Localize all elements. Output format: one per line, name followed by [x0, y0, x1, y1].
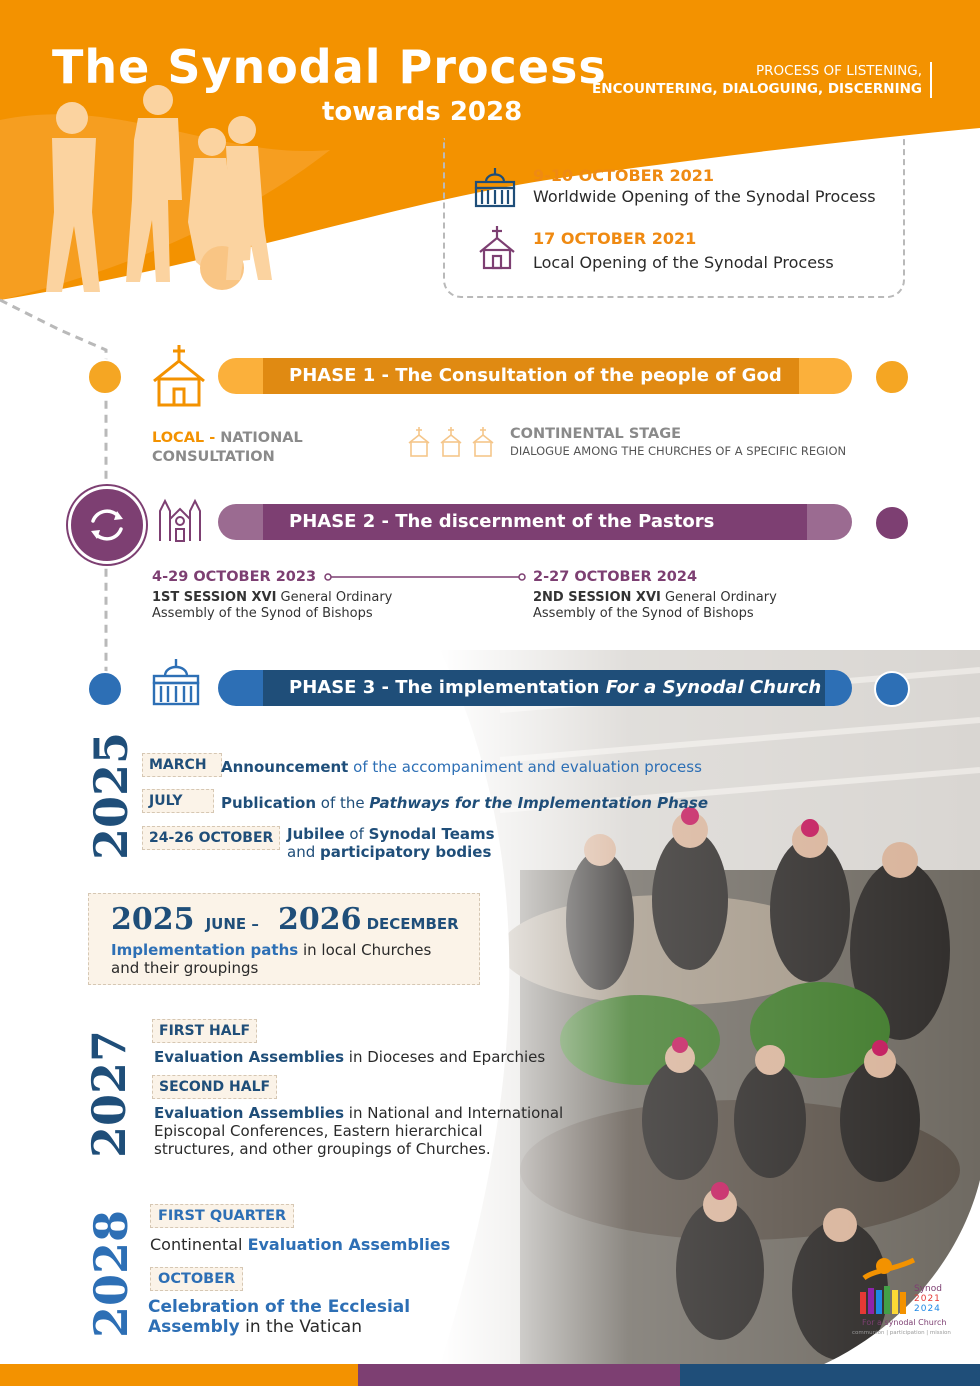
row-first-quarter — [150, 1236, 450, 1254]
footer-stripe-purple — [358, 1364, 680, 1386]
first-quarter-text: Continental — [150, 1235, 243, 1254]
continental-stage-subtitle: DIALOGUE AMONG THE CHURCHES OF A SPECIFIC REGION — [510, 444, 847, 458]
logo-line-5: communion | participation | mission — [852, 1330, 951, 1336]
session2-text — [533, 590, 777, 622]
tag-october-2028: OCTOBER — [150, 1267, 243, 1291]
second-half-text-3: structures, and other groupings of Churches. — [154, 1140, 491, 1158]
tagline — [592, 62, 932, 98]
phase3-label-italic: For a Synodal Church — [605, 677, 822, 698]
phase1-dot-right — [874, 359, 910, 395]
tag-second-half: SECOND HALF — [152, 1075, 277, 1099]
tag-october-2025: 24-26 OCTOBER — [142, 826, 280, 850]
tag-july: JULY — [142, 789, 214, 813]
continental-stage-title: CONTINENTAL STAGE — [510, 426, 682, 442]
october-text: in the Vatican — [245, 1317, 362, 1337]
row-march-bold: Announcement — [221, 758, 349, 776]
second-half-bold: Evaluation Assemblies — [154, 1104, 344, 1122]
row-july — [221, 794, 708, 812]
row-march — [221, 758, 702, 776]
phase1-local-b: NATIONAL — [220, 430, 303, 446]
row-oct-text2: and — [287, 843, 316, 861]
tagline-line-2: ENCOUNTERING, DIALOGUING, DISCERNING — [592, 81, 922, 97]
cathedral-icon — [156, 497, 204, 543]
span-text-a: in local Churches — [302, 941, 432, 959]
session1-text — [152, 590, 392, 622]
year-2025: 2025 — [84, 731, 138, 860]
footer-stripe-orange — [0, 1364, 358, 1386]
row-july-text: of the — [320, 794, 365, 812]
row-march-text: of the accompaniment and evaluation process — [353, 758, 702, 776]
footer-stripe-blue — [680, 1364, 980, 1386]
logo-line-1: Synod — [914, 1284, 942, 1294]
page-title: The Synodal Process — [52, 40, 607, 94]
phase3-label — [263, 670, 825, 706]
row-july-bold: Publication — [221, 794, 317, 812]
synod-logo — [848, 1256, 951, 1348]
phase2-cycle-circle — [68, 486, 146, 564]
first-quarter-bold: Evaluation Assemblies — [247, 1235, 451, 1254]
span-text-b: and their groupings — [111, 959, 259, 977]
phase1-local-c: CONSULTATION — [152, 449, 275, 465]
span-bold: Implementation paths — [111, 941, 299, 959]
phase2-dot-right — [874, 505, 910, 541]
span-year-2: 2026 — [277, 902, 362, 937]
row-july-italic: Pathways for the Implementation Phase — [369, 794, 709, 812]
year-2027: 2027 — [82, 1029, 136, 1158]
opening-date-2: 17 OCTOBER 2021 — [533, 229, 697, 248]
first-half-bold: Evaluation Assemblies — [154, 1048, 344, 1066]
opening-text-2: Local Opening of the Synodal Process — [533, 253, 834, 272]
first-half-text: in Dioceses and Eparchies — [348, 1048, 546, 1066]
logo-line-2: 2021 — [914, 1294, 941, 1304]
october-bold-2: Assembly — [148, 1317, 240, 1337]
small-churches-icon — [405, 426, 499, 458]
span-month-2: DECEMBER — [366, 915, 459, 933]
phase1-local-a: LOCAL - — [152, 430, 216, 446]
opening-date-1: 9-10 OCTOBER 2021 — [533, 166, 715, 185]
tag-first-half: FIRST HALF — [152, 1019, 257, 1043]
tag-march: MARCH — [142, 753, 222, 777]
session1-bold: 1ST SESSION XVI — [152, 590, 277, 605]
row-october-2028 — [148, 1297, 410, 1337]
second-half-text: in National and International — [348, 1104, 564, 1122]
row-oct-bold2: Synodal Teams — [368, 825, 495, 843]
page-subtitle: towards 2028 — [322, 97, 523, 127]
session2-bold: 2ND SESSION XVI — [533, 590, 661, 605]
session1-date: 4-29 OCTOBER 2023 — [152, 569, 317, 585]
basilica-icon — [472, 166, 518, 210]
logo-line-3: 2024 — [914, 1304, 941, 1314]
second-half-text-2: Episcopal Conferences, Eastern hierarchical — [154, 1122, 483, 1140]
phase1-label: PHASE 1 - The Consultation of the people of God — [263, 358, 799, 394]
session2-date: 2-27 OCTOBER 2024 — [533, 569, 698, 585]
session1-text-b: Assembly of the Synod of Bishops — [152, 606, 373, 621]
row-first-half — [154, 1048, 545, 1066]
session-connector — [322, 571, 528, 583]
year-2028: 2028 — [84, 1209, 138, 1338]
phase2-label: PHASE 2 - The discernment of the Pastors — [263, 504, 807, 540]
phase3-dot-left — [87, 671, 123, 707]
implementation-span-box — [88, 893, 480, 985]
logo-line-4: For a synodal Church — [862, 1318, 947, 1327]
october-bold-1: Celebration of the Ecclesial — [148, 1297, 411, 1317]
tagline-line-1: PROCESS OF LISTENING, — [756, 63, 922, 79]
row-october-2025 — [287, 825, 507, 861]
session2-text-b: Assembly of the Synod of Bishops — [533, 606, 754, 621]
phase3-dot-right — [874, 671, 910, 707]
span-year-1: 2025 — [111, 902, 195, 937]
row-oct-bold3: participatory bodies — [320, 843, 492, 861]
session2-text-a: General Ordinary — [664, 590, 777, 605]
row-oct-bold: Jubilee — [287, 825, 345, 843]
phase1-dot-left — [87, 359, 123, 395]
openings-box — [443, 138, 905, 298]
church-icon — [476, 224, 518, 272]
span-month-1: JUNE – — [205, 915, 259, 933]
row-oct-text: of — [349, 825, 364, 843]
phase1-church-icon — [150, 343, 208, 409]
phase1-local — [152, 429, 303, 467]
span-text — [111, 941, 431, 977]
session1-text-a: General Ordinary — [280, 590, 393, 605]
phase3-basilica-icon — [150, 658, 202, 708]
tag-first-quarter: FIRST QUARTER — [150, 1204, 294, 1228]
opening-text-1: Worldwide Opening of the Synodal Process — [533, 187, 876, 206]
refresh-icon — [71, 489, 143, 561]
phase3-label-main: PHASE 3 - The implementation — [289, 677, 600, 698]
row-second-half — [154, 1104, 563, 1158]
